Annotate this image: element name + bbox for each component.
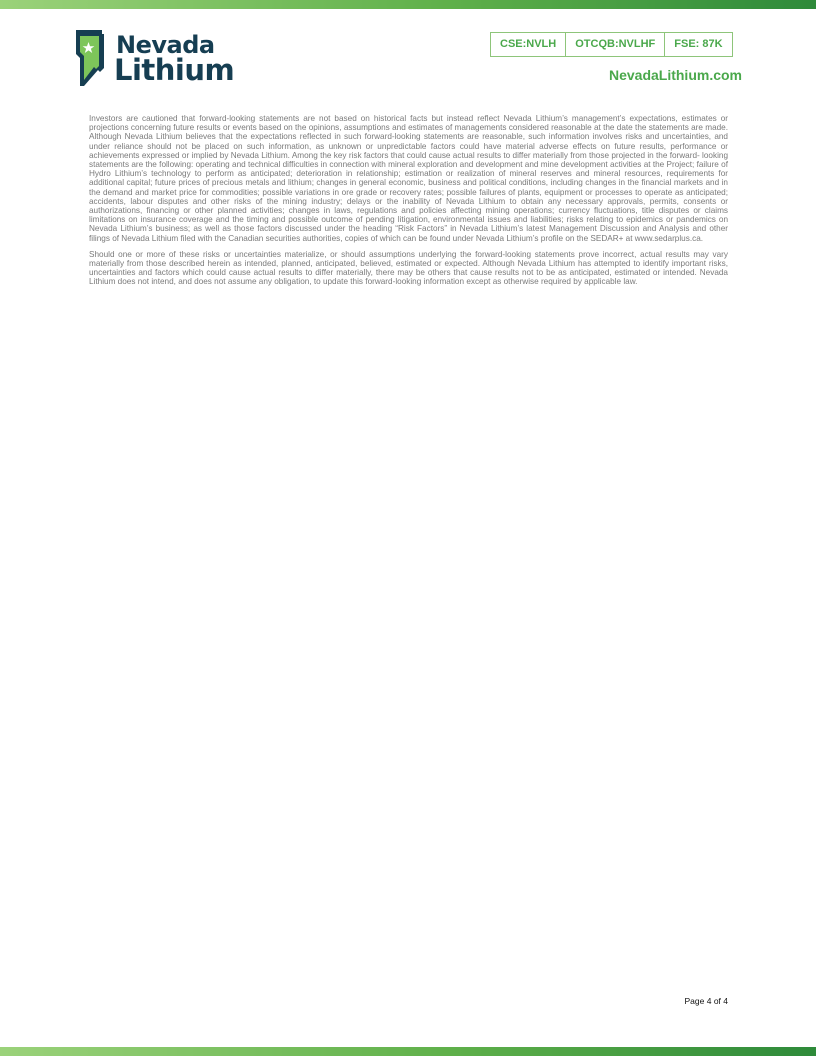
ticker-fse: FSE: 87K — [674, 38, 723, 50]
paragraph-uncertainties: Should one or more of these risks or uncertainties materialize, or should assumptions underlying the forward-looking statements prove incorrect, actual results may vary materially from those described herein as intended, planned, anticipated, believed, estimated or expected. Although Nevada Lithium has attempted to identify important risks, uncertainties and factors which could cause actual results to differ materially, there may be others that cause results not to be as anticipated, estimated or intended. Nevada Lithium does not intend, and does not assume any obligation, to update this forward-looking information except as otherwise required by applicable law. — [89, 249, 728, 287]
logo-wordmark-lithium: Lithium — [114, 53, 235, 87]
top-accent-bar — [0, 0, 816, 9]
page-number: Page 4 of 4 — [684, 996, 728, 1006]
logo-wordmark-nevada: Nevada — [116, 31, 215, 59]
company-logo[interactable] — [72, 28, 242, 90]
stock-ticker-box — [490, 32, 733, 57]
forward-looking-statements — [89, 114, 728, 294]
nevada-state-logo-icon — [72, 28, 108, 90]
bottom-accent-bar — [0, 1047, 816, 1056]
ticker-cse: CSE:NVLH — [491, 33, 566, 56]
ticker-otcqb: OTCQB:NVLHF — [566, 33, 665, 56]
website-link[interactable]: NevadaLithium.com — [608, 67, 742, 83]
paragraph-risk-factors: Investors are cautioned that forward-looking statements are not based on historical facts but instead reflect Nevada Lithium’s management’s expectations, estimates or projections concerning future results or events based on the opinions, assumptions and estimates of managements considered reasonable at the date the statements are made. Although Nevada Lithium believes that the expectations reflected in such forward-looking statements are reasonable, such information involves risks and uncertainties, and under reliance should not be placed on such information, as unknown or unpredictable factors could have material adverse effects on future results, performance or achievements expressed or implied by Nevada Lithium. Among the key risk factors that could cause actual results to differ materially from those projected in the forward- looking statements are the following: operating and technical difficulties in connection with mineral exploration and development and mine development activities at the Project; failure of Hydro Lithium’s technology to perform as anticipated; deterioration in relationship; estimation or realization of mineral reserves and mineral resources, requirements for additional capital; future prices of precious metals and lithium; changes in general economic, business and political conditions, including changes in the financial markets and in the demand and market price for commodities; possible variations in ore grade or recovery rates; possible failures of plants, equipment or processes to operate as anticipated; accidents, labour disputes and other risks of the mining industry; delays or the inability of Nevada Lithium to obtain any necessary approvals, permits, consents or authorizations, financing or other planned activities; changes in laws, regulations and policies affecting mining operations; currency fluctuations, title disputes or claims limitations on insurance coverage and the timing and possible outcome of pending litigation, environmental issues and liabilities; risks relating to epidemics or pandemics on Nevada Lithium’s business; as well as those factors discussed under the heading “Risk Factors” in Nevada Lithium’s latest Management Discussion and Analysis and other filings of Nevada Lithium filed with the Canadian securities authorities, copies of which can be found under Nevada Lithium’s profile on the SEDAR+ at www.sedarplus.ca. — [89, 114, 728, 243]
